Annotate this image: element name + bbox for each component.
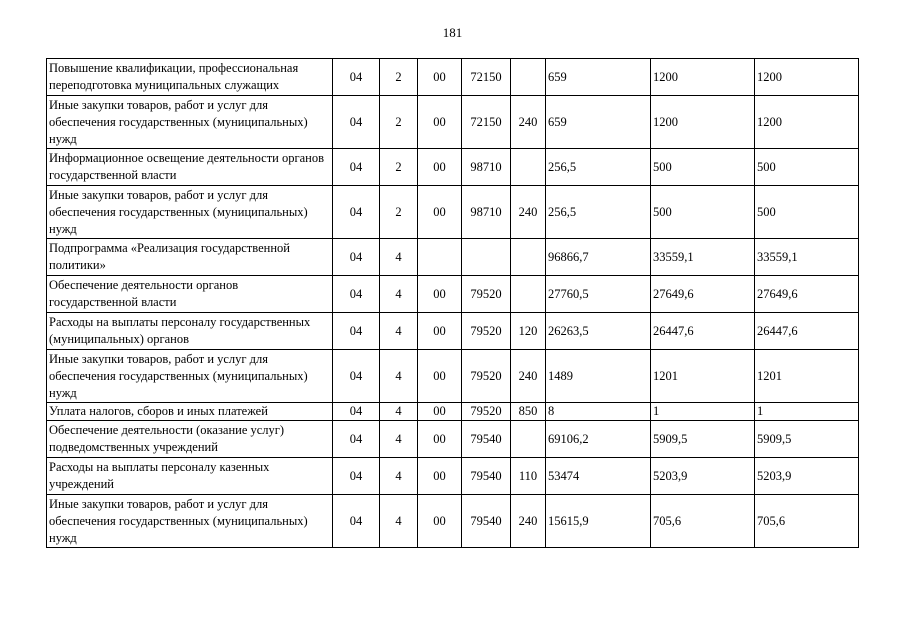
row-code: 79540	[462, 421, 511, 458]
row-value-3: 5909,5	[755, 421, 859, 458]
row-subprogram: 00	[418, 403, 462, 421]
row-expense-type: 240	[511, 495, 546, 548]
row-subprogram: 00	[418, 350, 462, 403]
row-value-3: 500	[755, 149, 859, 186]
row-section: 04	[333, 458, 380, 495]
row-name: Иные закупки товаров, работ и услуг для обеспечения государственных (муниципальных) нужд	[47, 186, 333, 239]
row-program: 4	[380, 313, 418, 350]
row-code: 79540	[462, 458, 511, 495]
row-section: 04	[333, 149, 380, 186]
row-code: 79520	[462, 313, 511, 350]
row-expense-type	[511, 59, 546, 96]
row-value-1: 27760,5	[546, 276, 651, 313]
table-row	[47, 239, 859, 276]
row-name: Иные закупки товаров, работ и услуг для обеспечения государственных (муниципальных) нужд	[47, 495, 333, 548]
row-value-3: 5203,9	[755, 458, 859, 495]
row-section: 04	[333, 276, 380, 313]
row-name: Повышение квалификации, профессиональная переподготовка муниципальных служащих	[47, 59, 333, 96]
row-section: 04	[333, 239, 380, 276]
table-row	[47, 59, 859, 96]
row-value-3: 1200	[755, 96, 859, 149]
row-value-2: 5203,9	[651, 458, 755, 495]
row-code: 79520	[462, 403, 511, 421]
row-name: Обеспечение деятельности органов государственной власти	[47, 276, 333, 313]
row-value-2: 5909,5	[651, 421, 755, 458]
row-code: 79520	[462, 350, 511, 403]
row-value-2: 705,6	[651, 495, 755, 548]
row-section: 04	[333, 421, 380, 458]
row-expense-type: 240	[511, 96, 546, 149]
row-program: 4	[380, 239, 418, 276]
row-value-1: 659	[546, 96, 651, 149]
row-program: 2	[380, 186, 418, 239]
table-row	[47, 350, 859, 403]
row-section: 04	[333, 313, 380, 350]
row-program: 2	[380, 96, 418, 149]
row-value-3: 33559,1	[755, 239, 859, 276]
row-name: Иные закупки товаров, работ и услуг для обеспечения государственных (муниципальных) нужд	[47, 350, 333, 403]
row-value-1: 256,5	[546, 149, 651, 186]
row-name: Иные закупки товаров, работ и услуг для обеспечения государственных (муниципальных) нужд	[47, 96, 333, 149]
row-value-2: 500	[651, 149, 755, 186]
row-expense-type: 240	[511, 186, 546, 239]
table-row	[47, 276, 859, 313]
table-row	[47, 96, 859, 149]
row-value-2: 1	[651, 403, 755, 421]
row-value-1: 53474	[546, 458, 651, 495]
row-program: 4	[380, 403, 418, 421]
row-subprogram	[418, 239, 462, 276]
row-name: Обеспечение деятельности (оказание услуг) подведомственных учреждений	[47, 421, 333, 458]
row-value-3: 1201	[755, 350, 859, 403]
row-value-2: 27649,6	[651, 276, 755, 313]
row-subprogram: 00	[418, 421, 462, 458]
table-row	[47, 403, 859, 421]
row-expense-type	[511, 239, 546, 276]
row-value-1: 96866,7	[546, 239, 651, 276]
table-body	[47, 59, 859, 548]
row-value-2: 500	[651, 186, 755, 239]
page-number: 181	[442, 25, 463, 40]
row-value-1: 256,5	[546, 186, 651, 239]
row-value-1: 15615,9	[546, 495, 651, 548]
row-code: 72150	[462, 96, 511, 149]
row-value-1: 69106,2	[546, 421, 651, 458]
row-program: 2	[380, 59, 418, 96]
row-subprogram: 00	[418, 96, 462, 149]
row-value-2: 1200	[651, 59, 755, 96]
row-expense-type: 110	[511, 458, 546, 495]
row-subprogram: 00	[418, 458, 462, 495]
row-code	[462, 239, 511, 276]
row-value-3: 1200	[755, 59, 859, 96]
row-subprogram: 00	[418, 313, 462, 350]
row-section: 04	[333, 403, 380, 421]
row-value-1: 26263,5	[546, 313, 651, 350]
row-name: Расходы на выплаты персоналу казенных учреждений	[47, 458, 333, 495]
row-value-3: 26447,6	[755, 313, 859, 350]
table-row	[47, 495, 859, 548]
row-program: 4	[380, 421, 418, 458]
table-row	[47, 421, 859, 458]
row-value-2: 26447,6	[651, 313, 755, 350]
table-row	[47, 458, 859, 495]
row-code: 98710	[462, 186, 511, 239]
row-program: 4	[380, 350, 418, 403]
row-value-2: 33559,1	[651, 239, 755, 276]
row-section: 04	[333, 186, 380, 239]
row-program: 4	[380, 495, 418, 548]
row-name: Подпрограмма «Реализация государственной политики»	[47, 239, 333, 276]
row-value-1: 1489	[546, 350, 651, 403]
row-program: 4	[380, 276, 418, 313]
row-subprogram: 00	[418, 276, 462, 313]
row-name: Расходы на выплаты персоналу государственных (муниципальных) органов	[47, 313, 333, 350]
row-section: 04	[333, 350, 380, 403]
row-value-3: 1	[755, 403, 859, 421]
row-value-3: 500	[755, 186, 859, 239]
row-subprogram: 00	[418, 59, 462, 96]
row-expense-type: 850	[511, 403, 546, 421]
row-expense-type	[511, 149, 546, 186]
row-code: 98710	[462, 149, 511, 186]
row-expense-type: 240	[511, 350, 546, 403]
row-program: 2	[380, 149, 418, 186]
table-row	[47, 186, 859, 239]
row-section: 04	[333, 96, 380, 149]
row-subprogram: 00	[418, 495, 462, 548]
row-name: Информационное освещение деятельности органов государственной власти	[47, 149, 333, 186]
table-row	[47, 149, 859, 186]
row-value-2: 1200	[651, 96, 755, 149]
row-subprogram: 00	[418, 149, 462, 186]
row-value-2: 1201	[651, 350, 755, 403]
table-row	[47, 313, 859, 350]
row-code: 79520	[462, 276, 511, 313]
row-value-1: 659	[546, 59, 651, 96]
row-subprogram: 00	[418, 186, 462, 239]
row-value-1: 8	[546, 403, 651, 421]
row-value-3: 27649,6	[755, 276, 859, 313]
row-code: 72150	[462, 59, 511, 96]
row-program: 4	[380, 458, 418, 495]
row-section: 04	[333, 59, 380, 96]
row-code: 79540	[462, 495, 511, 548]
row-name: Уплата налогов, сборов и иных платежей	[47, 403, 333, 421]
row-expense-type	[511, 276, 546, 313]
row-expense-type: 120	[511, 313, 546, 350]
row-expense-type	[511, 421, 546, 458]
row-section: 04	[333, 495, 380, 548]
budget-table	[46, 58, 859, 548]
row-value-3: 705,6	[755, 495, 859, 548]
